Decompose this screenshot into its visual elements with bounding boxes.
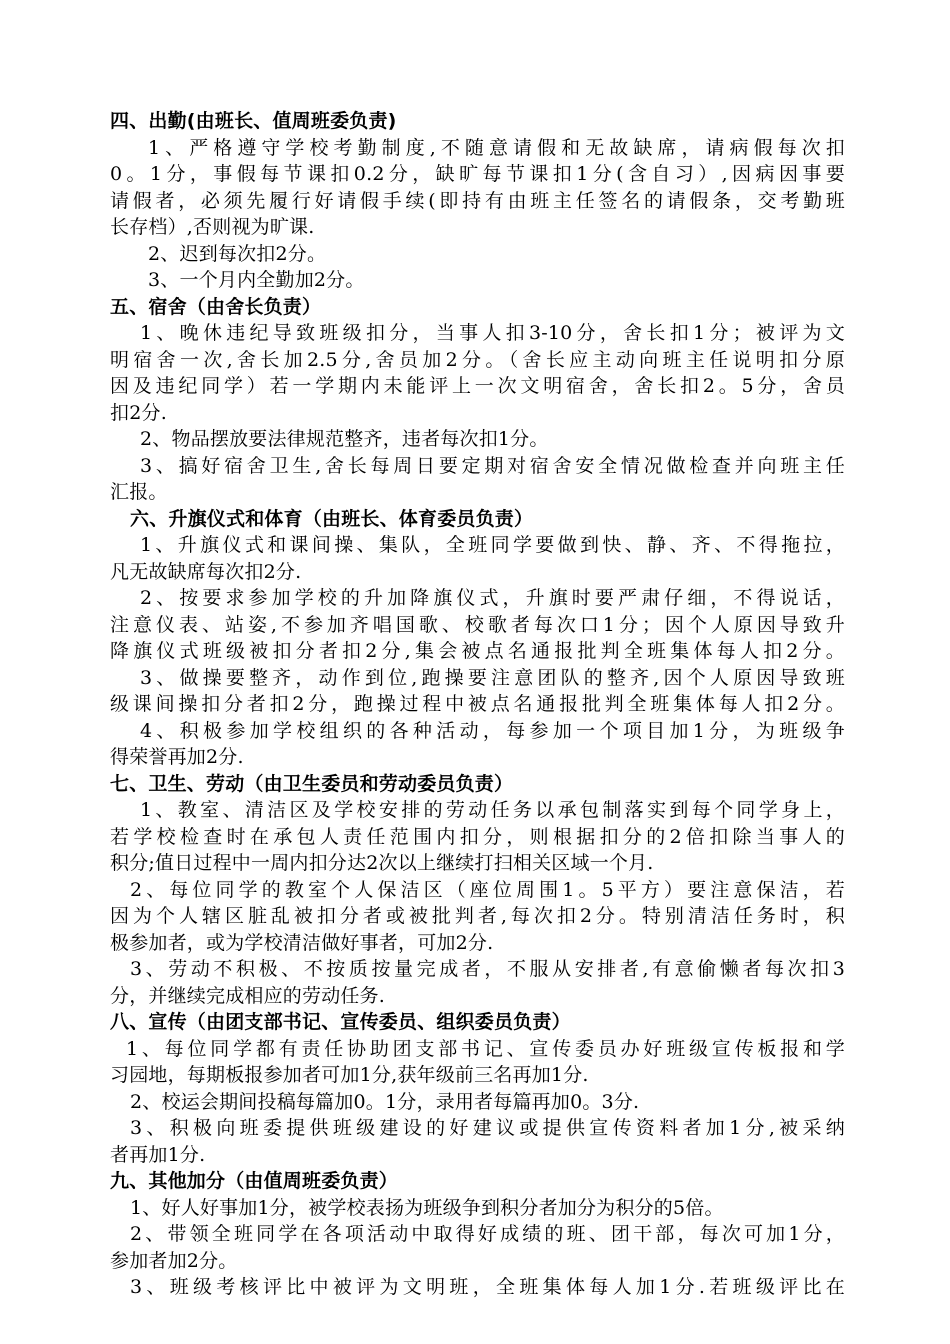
section-heading-flag-and-sports: 六、升旗仪式和体育（由班长、体育委员负责） xyxy=(130,507,534,530)
paragraph-line: 2、带领全班同学在各项活动中取得好成绩的班、团干部，每次可加1分， xyxy=(130,1223,845,1245)
section-heading-other-bonus: 九、其他加分（由值周班委负责） xyxy=(110,1170,399,1192)
paragraph-line: 级课间操扣分者扣2分，跑操过程中被点名通报批判全班集体每人扣2分。 xyxy=(110,693,845,715)
paragraph-line: 3、积极向班委提供班级建设的好建议或提供宣传资料者加1分,被采纳 xyxy=(130,1117,845,1139)
paragraph-line: 1、晚休违纪导致班级扣分，当事人扣3-10分，舍长扣1分；被评为文 xyxy=(140,322,845,344)
paragraph-line: 得荣誉再加2分. xyxy=(110,746,244,768)
paragraph-line: 1、每位同学都有责任协助团支部书记、宣传委员办好班级宣传板报和学 xyxy=(126,1037,845,1060)
paragraph-line: 1、教室、清洁区及学校安排的劳动任务以承包制落实到每个同学身上， xyxy=(140,799,845,821)
paragraph-line: 1、好人好事加1分，被学校表扬为班级争到积分者加分为积分的5倍。 xyxy=(130,1196,724,1219)
document-page xyxy=(110,108,845,1301)
paragraph-line: 明宿舍一次,舍长加2.5分,舍员加2分。（舍长应主动向班主任说明扣分原 xyxy=(110,348,845,371)
paragraph-line: 降旗仪式班级被扣分者扣2分,集会被点名通报批判全班集体每人扣2分。 xyxy=(110,640,845,662)
paragraph-line: 汇报。 xyxy=(110,481,168,503)
paragraph-line: 长存档）,否则视为旷课. xyxy=(110,216,315,238)
paragraph-line: 习园地，每期板报参加者可加1分,获年级前三名再加1分. xyxy=(110,1064,589,1086)
paragraph-line: 请假者，必须先履行好请假手续(即持有由班主任签名的请假条，交考勤班 xyxy=(110,189,845,212)
paragraph-line: 参加者加2分。 xyxy=(110,1249,238,1272)
paragraph-line: 凡无故缺席每次扣2分. xyxy=(110,560,302,583)
paragraph-line: 2、物品摆放要法律规范整齐，违者每次扣1分。 xyxy=(140,428,549,450)
paragraph-line: 3、搞好宿舍卫生,舍长每周日要定期对宿舍安全情况做检查并向班主任 xyxy=(140,454,845,477)
paragraph-line: 积分;值日过程中一周内扣分达2次以上继续打扫相关区域一个月. xyxy=(110,852,654,874)
paragraph-line: 者再加1分. xyxy=(110,1143,206,1166)
paragraph-line: 扣2分. xyxy=(110,401,167,424)
paragraph-line: 3、劳动不积极、不按质按量完成者，不服从安排者,有意偷懒者每次扣3 xyxy=(130,958,845,980)
paragraph-line: 若学校检查时在承包人责任范围内扣分，则根据扣分的2倍扣除当事人的 xyxy=(110,825,845,848)
paragraph-line: 2、校运会期间投稿每篇加0。1分，录用者每篇再加0。3分. xyxy=(130,1090,640,1113)
paragraph-line: 分，并继续完成相应的劳动任务. xyxy=(110,984,386,1007)
section-heading-hygiene-labor: 七、卫生、劳动（由卫生委员和劳动委员负责） xyxy=(110,772,514,795)
paragraph-line: 因及违纪同学）若一学期内未能评上一次文明宿舍，舍长扣2。5分，舍员 xyxy=(110,375,845,397)
paragraph-line: 0。1分，事假每节课扣0.2分，缺旷每节课扣1分(含自习）,因病因事要 xyxy=(110,163,845,185)
paragraph-line: 3、做操要整齐，动作到位,跑操要注意团队的整齐,因个人原因导致班 xyxy=(140,666,845,689)
paragraph-line: 1、严格遵守学校考勤制度,不随意请假和无故缺席，请病假每次扣 xyxy=(148,136,845,159)
paragraph-line: 注意仪表、站姿,不参加齐唱国歌、校歌者每次口1分；因个人原因导致升 xyxy=(110,613,845,636)
paragraph-line: 3、班级考核评比中被评为文明班，全班集体每人加1分.若班级评比在 xyxy=(130,1276,845,1298)
paragraph-line: 极参加者，或为学校清洁做好事者，可加2分. xyxy=(110,931,494,954)
section-heading-attendance: 四、出勤(由班长、值周班委负责) xyxy=(110,110,397,132)
paragraph-line: 因为个人辖区脏乱被扣分者或被批判者,每次扣2分。特别清洁任务时，积 xyxy=(110,905,845,927)
paragraph-line: 4、积极参加学校组织的各种活动，每参加一个项目加1分，为班级争 xyxy=(140,719,845,742)
section-heading-dormitory: 五、宿舍（由舍长负责） xyxy=(110,295,322,318)
paragraph-line: 3、一个月内全勤加2分。 xyxy=(148,269,365,291)
paragraph-line: 2、迟到每次扣2分。 xyxy=(148,242,327,265)
paragraph-line: 1、升旗仪式和课间操、集队，全班同学要做到快、静、齐、不得拖拉， xyxy=(140,534,845,556)
section-heading-publicity: 八、宣传（由团支部书记、宣传委员、组织委员负责） xyxy=(110,1011,571,1033)
paragraph-line: 2、按要求参加学校的升加降旗仪式，升旗时要严肃仔细，不得说话， xyxy=(140,587,845,609)
paragraph-line: 2、每位同学的教室个人保洁区（座位周围1。5平方）要注意保洁，若 xyxy=(130,878,845,901)
